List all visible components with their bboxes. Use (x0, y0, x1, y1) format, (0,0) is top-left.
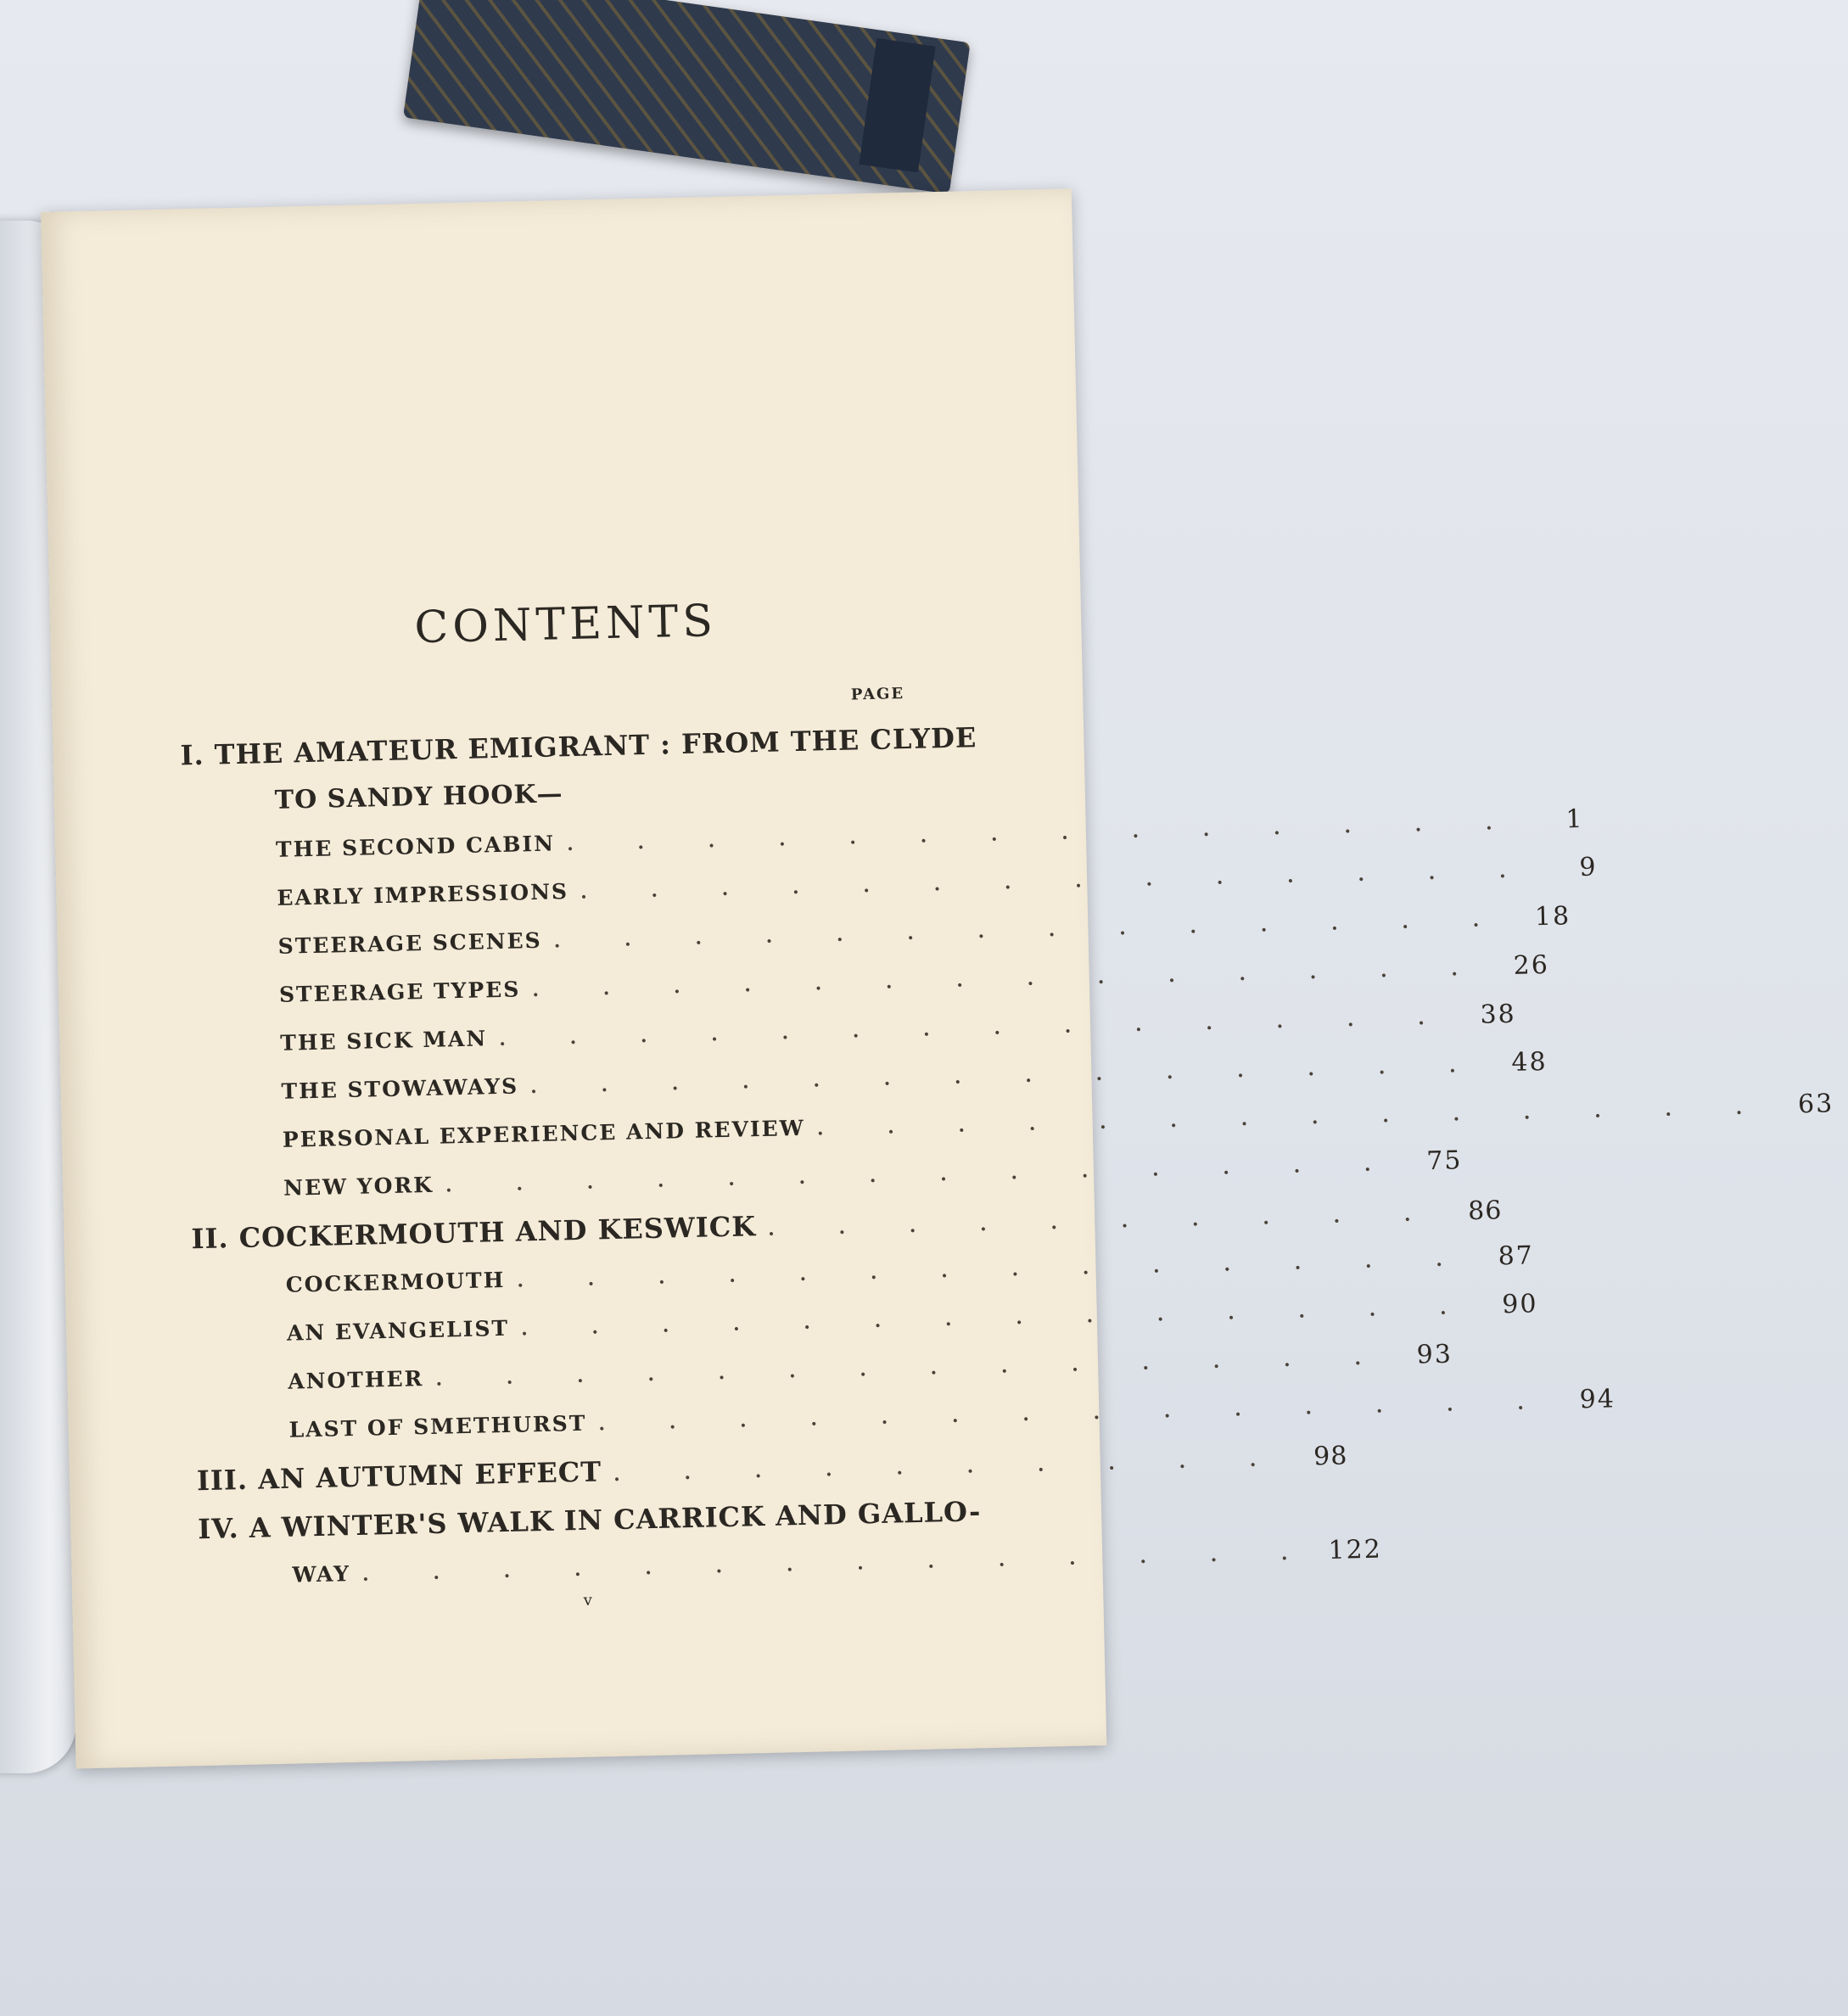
table-of-contents (180, 721, 1834, 1610)
leader-dots: . . . . . . . . . . . . . . (498, 1006, 1454, 1050)
toc-entry: STEERAGE SCENES . . . . . . . . . . . . . . 18 (277, 901, 1571, 959)
page-number: 90 (1501, 1289, 1538, 1320)
leader-dots: . . . . . . . . . . (767, 1202, 1440, 1240)
toc-entry: IV. A WINTER'S WALK IN CARRICK AND GALLO- (197, 1495, 982, 1546)
leader-dots: . . . . . . . . . . . . . . (532, 957, 1487, 1002)
page-number: 98 (1313, 1441, 1348, 1472)
leader-dots: . . . . . . . . . . . . . . (566, 811, 1521, 856)
toc-entry: THE STOWAWAYS . . . . . . . . . . . . . . 48 (281, 1046, 1548, 1104)
leader-dots: . . . . . . . . . . . . . . (529, 1054, 1485, 1099)
leader-dots: . . . . . . . . . . . . . . (435, 1347, 1391, 1391)
toc-entry-continuation: TO SANDY HOOK— (274, 779, 563, 815)
page-number: 18 (1534, 901, 1571, 932)
page-number: 122 (1328, 1534, 1383, 1565)
page-folio: v (583, 1591, 593, 1610)
page-number: 9 (1579, 852, 1598, 883)
contents-title: CONTENTS (413, 596, 718, 654)
leader-dots: . . . . . . . . . . . . . . (816, 1096, 1772, 1140)
toc-entry: AN EVANGELIST . . . . . . . . . . . . . . 90 (286, 1289, 1538, 1346)
toc-entry: ANOTHER . . . . . . . . . . . . . . 93 (288, 1339, 1453, 1394)
book-page (41, 188, 1834, 1768)
page-number: 94 (1579, 1384, 1616, 1415)
leader-dots: . . . . . . . . . . . . . . (580, 860, 1535, 904)
toc-entry: LAST OF SMETHURST . . . . . . . . . . . . . . 94 (288, 1384, 1616, 1442)
toc-entry: EARLY IMPRESSIONS . . . . . . . . . . . . . . 9 (277, 852, 1598, 910)
toc-entry: COCKERMOUTH . . . . . . . . . . . . . . 87 (285, 1240, 1535, 1297)
toc-entry-continuation: WAY . . . . . . . . . . . . . . 122 (292, 1534, 1383, 1588)
toc-entry: II. COCKERMOUTH AND KESWICK . . . . . . . . . . 86 (191, 1196, 1503, 1256)
page-number: 86 (1467, 1196, 1503, 1227)
page-number: 93 (1416, 1339, 1453, 1370)
page-number: 1 (1565, 804, 1584, 835)
page-number: 87 (1498, 1240, 1535, 1272)
toc-entry: PERSONAL EXPERIENCE AND REVIEW . . . . . . . . . . . . . . 63 (282, 1089, 1834, 1152)
toc-entry: THE SECOND CABIN . . . . . . . . . . . . . . 1 (275, 804, 1584, 862)
page-number: 26 (1513, 949, 1550, 981)
leader-dots: . . . . . . . . . . . . . . (598, 1391, 1554, 1436)
page-column-label: PAGE (850, 685, 905, 704)
toc-entry: III. AN AUTUMN EFFECT . . . . . . . . . . 98 (196, 1441, 1348, 1498)
book-spine (403, 0, 971, 194)
page-number: 75 (1425, 1145, 1463, 1177)
leader-dots: . . . . . . . . . . . . . . (445, 1152, 1400, 1197)
page-number: 38 (1480, 999, 1517, 1030)
toc-entry: STEERAGE TYPES . . . . . . . . . . . . . . 26 (278, 949, 1550, 1007)
leader-dots: . . . . . . . . . . . . . . (361, 1542, 1317, 1586)
leader-dots: . . . . . . . . . . . . . . (520, 1296, 1476, 1341)
page-number: 48 (1510, 1046, 1548, 1078)
page-number: 63 (1797, 1089, 1834, 1120)
leader-dots: . . . . . . . . . . . . . . (517, 1248, 1472, 1292)
leader-dots: . . . . . . . . . . (613, 1448, 1285, 1487)
leader-dots: . . . . . . . . . . . . . . (553, 908, 1509, 953)
toc-entry: I. THE AMATEUR EMIGRANT : FROM THE CLYDE (180, 721, 977, 772)
spine-label (859, 38, 935, 172)
toc-entry: NEW YORK . . . . . . . . . . . . . . 75 (283, 1145, 1463, 1201)
toc-entry: THE SICK MAN . . . . . . . . . . . . . . 38 (279, 999, 1517, 1056)
